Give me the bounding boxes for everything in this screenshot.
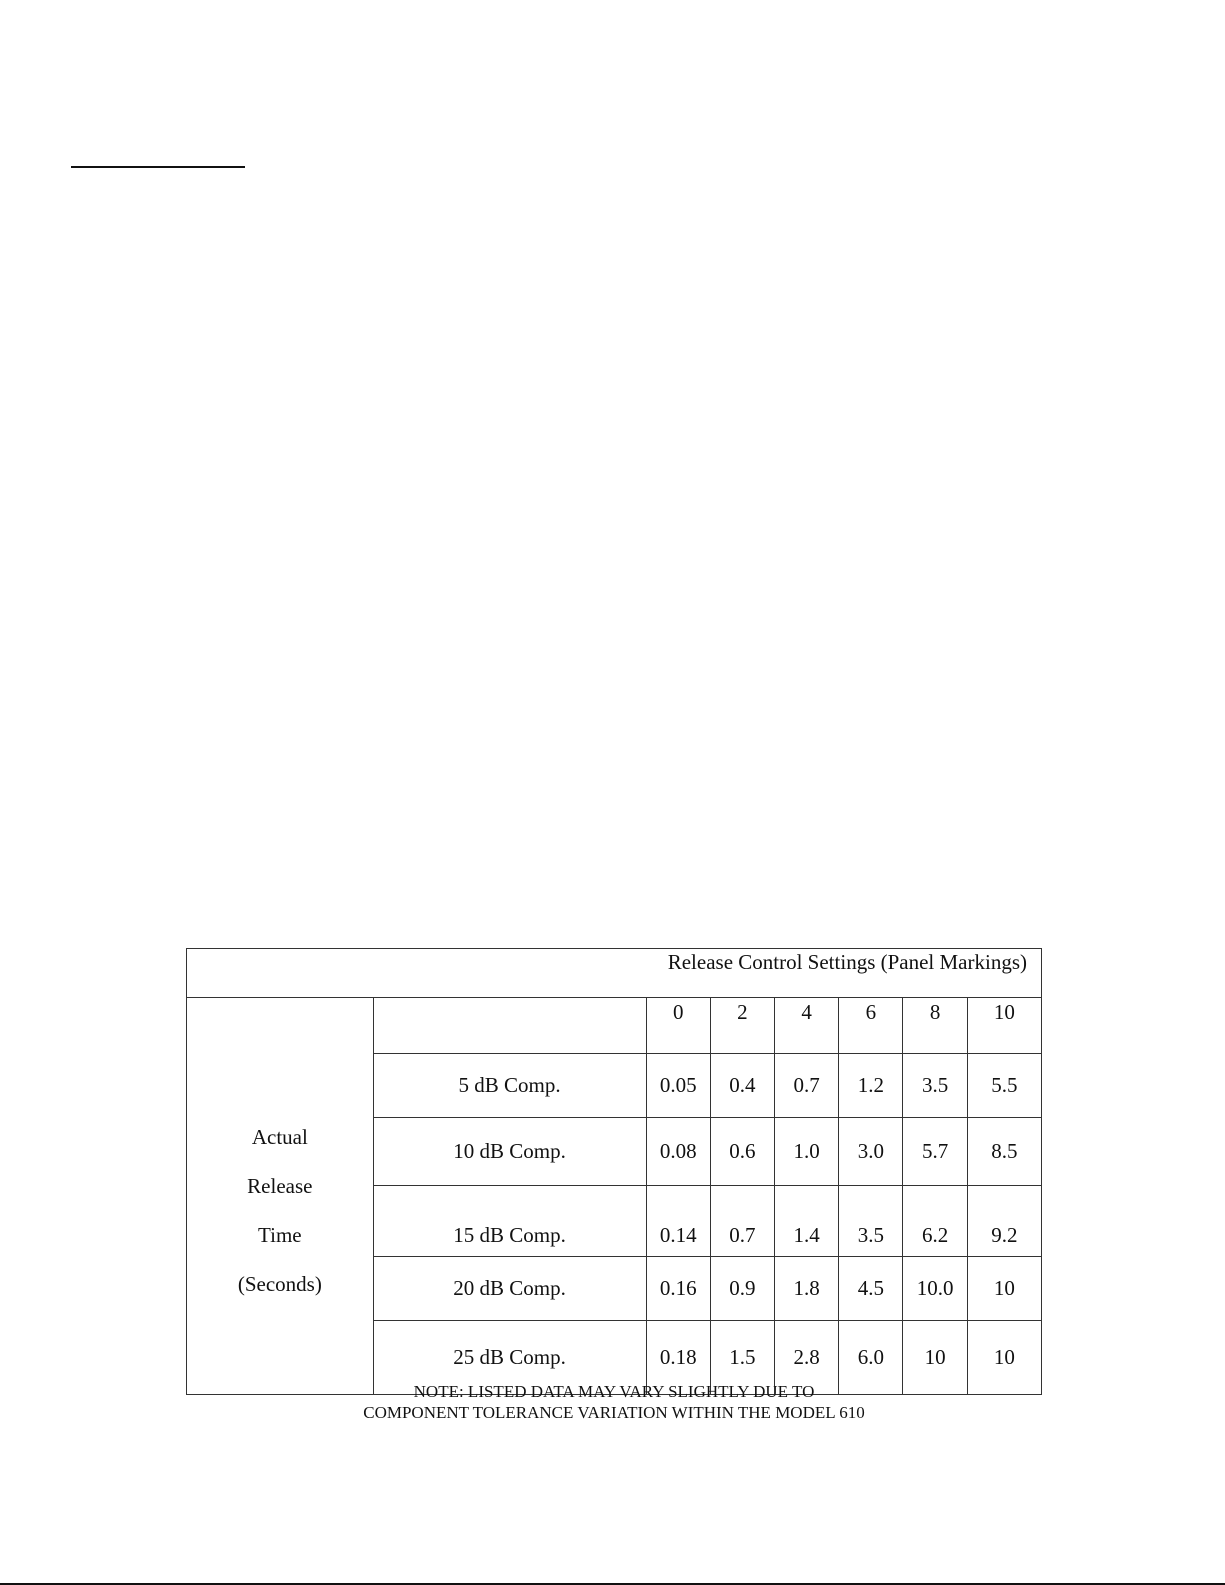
setting-header: 4: [775, 998, 839, 1054]
value-cell: 0.08: [646, 1118, 710, 1186]
value-cell: 1.4: [775, 1186, 839, 1257]
value-cell: 1.0: [775, 1118, 839, 1186]
row-label: 25 dB Comp.: [373, 1321, 646, 1395]
value-cell: 10: [903, 1321, 967, 1395]
value-cell: 8.5: [967, 1118, 1041, 1186]
row-label: 5 dB Comp.: [373, 1054, 646, 1118]
setting-header: 0: [646, 998, 710, 1054]
tolerance-note: [186, 1381, 1042, 1423]
value-cell: 3.5: [839, 1186, 903, 1257]
row-label: 20 dB Comp.: [373, 1257, 646, 1321]
note-line: COMPONENT TOLERANCE VARIATION WITHIN THE MODEL 610: [363, 1403, 865, 1422]
row-group-label-line: Release: [247, 1174, 313, 1198]
value-cell: 1.2: [839, 1054, 903, 1118]
value-cell: 0.9: [710, 1257, 774, 1321]
setting-header: 2: [710, 998, 774, 1054]
row-group-label-line: Time: [258, 1223, 302, 1247]
value-cell: 3.0: [839, 1118, 903, 1186]
value-cell: 10.0: [903, 1257, 967, 1321]
value-cell: 1.8: [775, 1257, 839, 1321]
note-line: NOTE: LISTED DATA MAY VARY SLIGHTLY DUE TO: [413, 1382, 815, 1401]
value-cell: 5.5: [967, 1054, 1041, 1118]
setting-header: 8: [903, 998, 967, 1054]
row-group-label-line: (Seconds): [237, 1272, 322, 1296]
value-cell: 0.05: [646, 1054, 710, 1118]
value-cell: 0.7: [710, 1186, 774, 1257]
value-cell: 2.8: [775, 1321, 839, 1395]
table-title-row: [187, 949, 1042, 998]
value-cell: 9.2: [967, 1186, 1041, 1257]
value-cell: 1.5: [710, 1321, 774, 1395]
value-cell: 4.5: [839, 1257, 903, 1321]
row-group-label: [187, 998, 374, 1395]
value-cell: 0.7: [775, 1054, 839, 1118]
value-cell: 6.0: [839, 1321, 903, 1395]
value-cell: 10: [967, 1321, 1041, 1395]
row-label: 10 dB Comp.: [373, 1118, 646, 1186]
release-time-table: [186, 948, 1042, 1395]
value-cell: 0.18: [646, 1321, 710, 1395]
value-cell: 0.4: [710, 1054, 774, 1118]
blank-header-cell: [373, 998, 646, 1054]
value-cell: 5.7: [903, 1118, 967, 1186]
value-cell: 0.16: [646, 1257, 710, 1321]
value-cell: 6.2: [903, 1186, 967, 1257]
value-cell: 3.5: [903, 1054, 967, 1118]
table-title: Release Control Settings (Panel Markings): [187, 949, 1042, 998]
row-group-label-line: Actual: [251, 1125, 308, 1149]
value-cell: 0.6: [710, 1118, 774, 1186]
heading-underline: [71, 166, 245, 168]
settings-header-row: [187, 998, 1042, 1054]
value-cell: 0.14: [646, 1186, 710, 1257]
row-label: 15 dB Comp.: [373, 1186, 646, 1257]
value-cell: 10: [967, 1257, 1041, 1321]
setting-header: 6: [839, 998, 903, 1054]
setting-header: 10: [967, 998, 1041, 1054]
